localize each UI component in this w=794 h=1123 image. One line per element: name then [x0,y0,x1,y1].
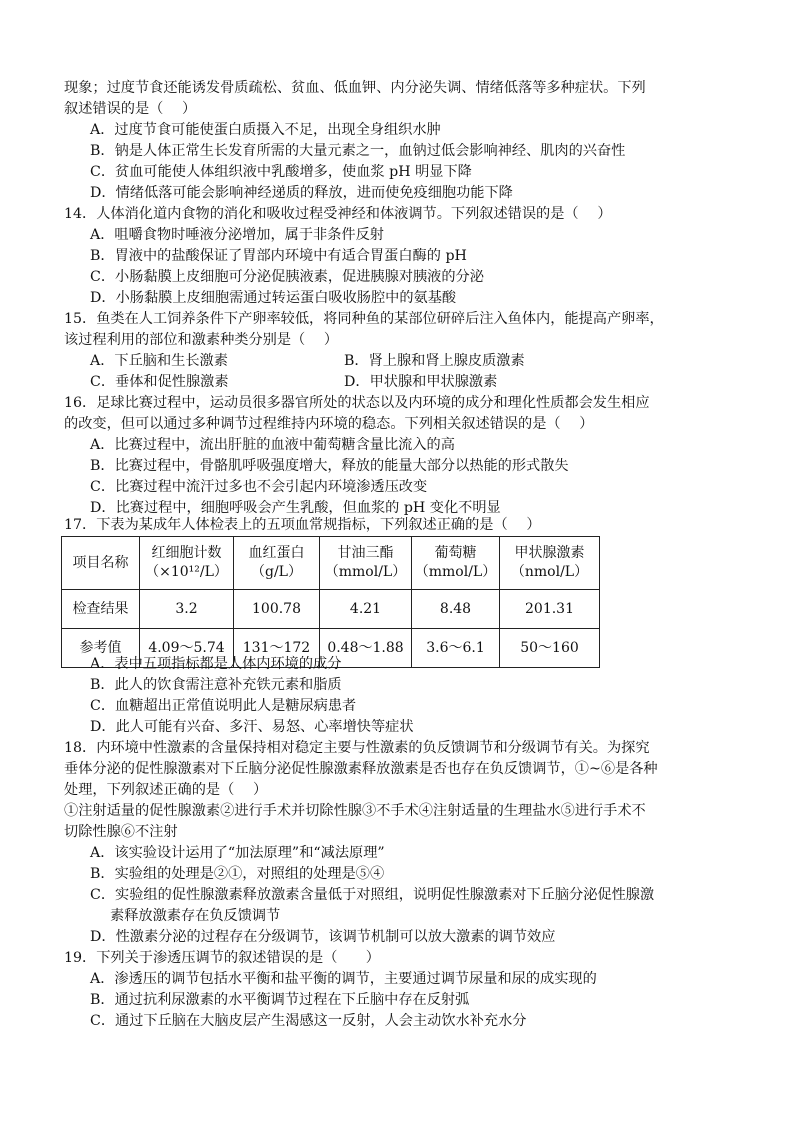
header-label: 葡萄糖 [434,545,477,561]
header-cell-item [62,537,140,590]
q15-option-a: A．下丘脑和生长激素 [90,353,228,369]
q15-option-d: D．甲状腺和甲状腺激素 [344,374,498,390]
table-cell: 检查结果 [62,590,140,629]
header-cell-hemoglobin [234,537,320,590]
table-cell: 4.09～5.74 [140,629,234,668]
table-cell: 参考值 [62,629,140,668]
header-unit: （nmol/L） [510,564,589,580]
q16-option-a: A．比赛过程中，流出肝脏的血液中葡萄糖含量比流入的高 [90,437,455,453]
q15-stem-line-1: 15．鱼类在人工饲养条件下产卵率较低，将同种鱼的某部位研碎后注入鱼体内，能提高产卵率， [64,311,664,327]
table-cell: 8.48 [412,590,500,629]
q18-stem-line-2: 垂体分泌的促性腺激素对下丘脑分泌促性腺激素释放激素是否也存在负反馈调节，①~⑥是各种 [64,761,658,777]
q18-stem-line-1: 18．内环境中性激素的含量保持相对稳定主要与性激素的负反馈调节和分级调节有关。为探究 [64,740,650,756]
header-label: 红细胞计数 [151,545,222,561]
table-row-result [62,590,600,629]
table-cell: 131～172 [234,629,320,668]
q15-option-b: B．肾上腺和肾上腺皮质激素 [344,353,525,369]
q17-option-c: C．血糖超出正常值说明此人是糖尿病患者 [90,698,357,714]
q16-stem-line-1: 16．足球比赛过程中，运动员很多器官所处的状态以及内环境的成分和理化性质都会发生相应 [64,395,650,411]
q13-stem-line-1: 现象；过度节食还能诱发骨质疏松、贫血、低血钾、内分泌失调、情绪低落等多种症状。下列 [64,80,646,96]
table-cell: 0.48～1.88 [320,629,412,668]
header-label: 甲状腺激素 [514,545,585,561]
table-header-row [62,537,600,590]
q16-option-c: C．比赛过程中流汗过多也不会引起内环境渗透压改变 [90,479,428,495]
q16-option-b: B．比赛过程中，骨骼肌呼吸强度增大，释放的能量大部分以热能的形式散失 [90,458,569,474]
header-unit: （g/L） [251,564,302,580]
q14-option-b: B．胃液中的盐酸保证了胃部内环境中有适合胃蛋白酶的 pH [90,248,467,264]
q14-option-c: C．小肠黏膜上皮细胞可分泌促胰液素，促进胰腺对胰液的分泌 [90,269,484,285]
q17-option-b: B．此人的饮食需注意补充铁元素和脂质 [90,677,342,693]
header-cell-rbc [140,537,234,590]
q15-option-c: C．垂体和促性腺激素 [90,374,229,390]
q18-option-c-line-1: C．实验组的促性腺激素释放激素含量低于对照组，说明促性腺激素对下丘脑分泌促性腺激 [90,887,655,903]
header-cell-glucose [412,537,500,590]
q16-stem-line-2: 的改变，但可以通过多种调节过程维持内环境的稳态。下列相关叙述错误的是（ ） [64,416,594,432]
header-cell-triglyceride [320,537,412,590]
q14-option-a: A．咀嚼食物时唾液分泌增加，属于非条件反射 [90,227,384,243]
q13-option-b: B．钠是人体正常生长发育所需的大量元素之一，血钠过低会影响神经、肌肉的兴奋性 [90,143,626,159]
q19-stem: 19．下列关于渗透压调节的叙述错误的是（ ） [64,950,380,966]
q14-option-d: D．小肠黏膜上皮细胞需通过转运蛋白吸收肠腔中的氨基酸 [90,290,457,306]
q13-stem-line-2: 叙述错误的是（ ） [64,101,197,117]
q18-option-b: B．实验组的处理是②①，对照组的处理是⑤④ [90,866,385,882]
q19-option-a: A．渗透压的调节包括水平衡和盐平衡的调节，主要通过调节尿量和尿的成实现的 [90,971,597,987]
q18-treatments-line-2: 切除性腺⑥不注射 [64,824,178,840]
header-label: 项目名称 [72,554,129,571]
q18-option-a: A．该实验设计运用了“加法原理”和“减法原理” [90,845,385,861]
header-cell-thyroid-hormone [500,537,600,590]
table-cell: 100.78 [234,590,320,629]
q14-stem: 14．人体消化道内食物的消化和吸收过程受神经和体液调节。下列叙述错误的是（ ） [64,206,612,222]
q17-option-d: D．此人可能有兴奋、多汗、易怒、心率增快等症状 [90,719,414,735]
q18-stem-line-3: 处理，下列叙述正确的是（ ） [64,782,268,798]
header-unit: （×10¹²/L） [145,564,228,580]
table-cell: 3.6～6.1 [412,629,500,668]
header-unit: （mmol/L） [414,564,497,580]
header-unit: （mmol/L） [324,564,407,580]
q18-option-d: D．性激素分泌的过程存在分级调节，该调节机制可以放大激素的调节效应 [90,929,556,945]
q18-option-c-line-2: 素释放激素存在负反馈调节 [110,908,281,924]
q17-stem: 17．下表为某成年人体检表上的五项血常规指标，下列叙述正确的是（ ） [64,517,541,533]
header-label: 血红蛋白 [248,545,305,561]
table-cell: 4.21 [320,590,412,629]
q13-option-a: A．过度节食可能使蛋白质摄入不足，出现全身组织水肿 [90,122,441,138]
table-cell: 50～160 [500,629,600,668]
q18-treatments-line-1: ①注射适量的促性腺激素②进行手术并切除性腺③不手术④注射适量的生理盐水⑤进行手术不 [64,803,646,819]
q13-option-c: C．贫血可能使人体组织液中乳酸增多，使血浆 pH 明显下降 [90,164,472,180]
table-cell: 3.2 [140,590,234,629]
header-label: 甘油三酯 [337,545,394,561]
q17-option-a: A．表中五项指标都是人体内环境的成分 [90,656,342,672]
q16-option-d: D．比赛过程中，细胞呼吸会产生乳酸，但血浆的 pH 变化不明显 [90,500,501,516]
q19-option-b: B．通过抗利尿激素的水平衡调节过程在下丘脑中存在反射弧 [90,992,470,1008]
blood-test-table [61,536,600,668]
table-cell: 201.31 [500,590,600,629]
q15-stem-line-2: 该过程利用的部位和激素种类分别是（ ） [64,332,339,348]
q13-option-d: D．情绪低落可能会影响神经递质的释放，进而使免疫细胞功能下降 [90,185,513,201]
q19-option-c: C．通过下丘脑在大脑皮层产生渴感这一反射，人会主动饮水补充水分 [90,1013,527,1029]
